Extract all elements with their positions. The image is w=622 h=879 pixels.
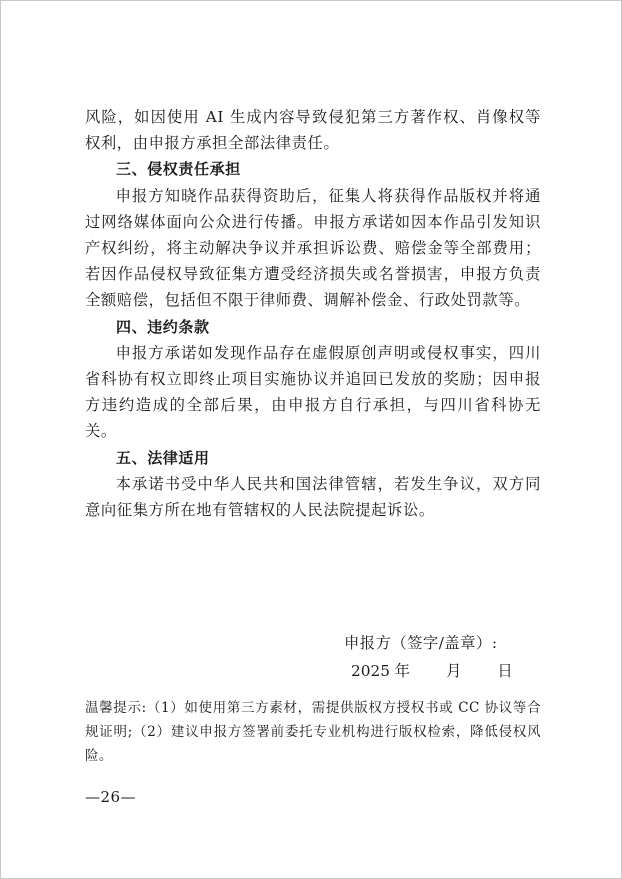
document-body [85,104,541,523]
page-number: —26— [85,788,137,806]
paragraph-infringement: 申报方知晓作品获得资助后，征集人将获得作品版权并将通过网络媒体面向公众进行传播。申报方承诺如因本作品引发知识产权纠纷，将主动解决争议并承担诉讼费、赔偿金等全部费用；若因作品侵权导致征集方遭受经济损失或名誉损害，申报方负责全额赔偿，包括但不限于律师费、调解补偿金、行政处罚款等。 [85,186,541,310]
signature-label: 申报方（签字/盖章）: [344,634,498,652]
paragraph-breach: 申报方承诺如发现作品存在虚假原创声明或侵权事实，四川省科协有权立即终止项目实施协议并追回已发放的奖励；因申报方违约造成的全部后果，由申报方自行承担，与四川省科协无关。 [85,343,541,441]
signature-date [351,658,519,684]
section-heading-breach: 四、违约条款 [116,317,210,336]
reminder-note: 温馨提示:（1）如使用第三方素材，需提供版权方授权书或 CC 协议等合规证明;（2）建议申报方签署前委托专业机构进行版权检索，降低侵权风险。 [85,700,541,764]
date-year: 2025 年 [351,662,411,680]
date-month: 月 [446,662,462,680]
paragraph-governing-law: 本承诺书受中华人民共和国法律管辖，若发生争议，双方同意向征集方所在地有管辖权的人民法院提起诉讼。 [85,474,541,520]
date-day: 日 [497,662,513,680]
section-heading-infringement: 三、侵权责任承担 [116,160,241,179]
section-heading-governing-law: 五、法律适用 [116,448,210,467]
paragraph-continuation: 风险，如因使用 AI 生成内容导致侵犯第三方著作权、肖像权等权利，由申报方承担全部法律责任。 [85,108,541,153]
